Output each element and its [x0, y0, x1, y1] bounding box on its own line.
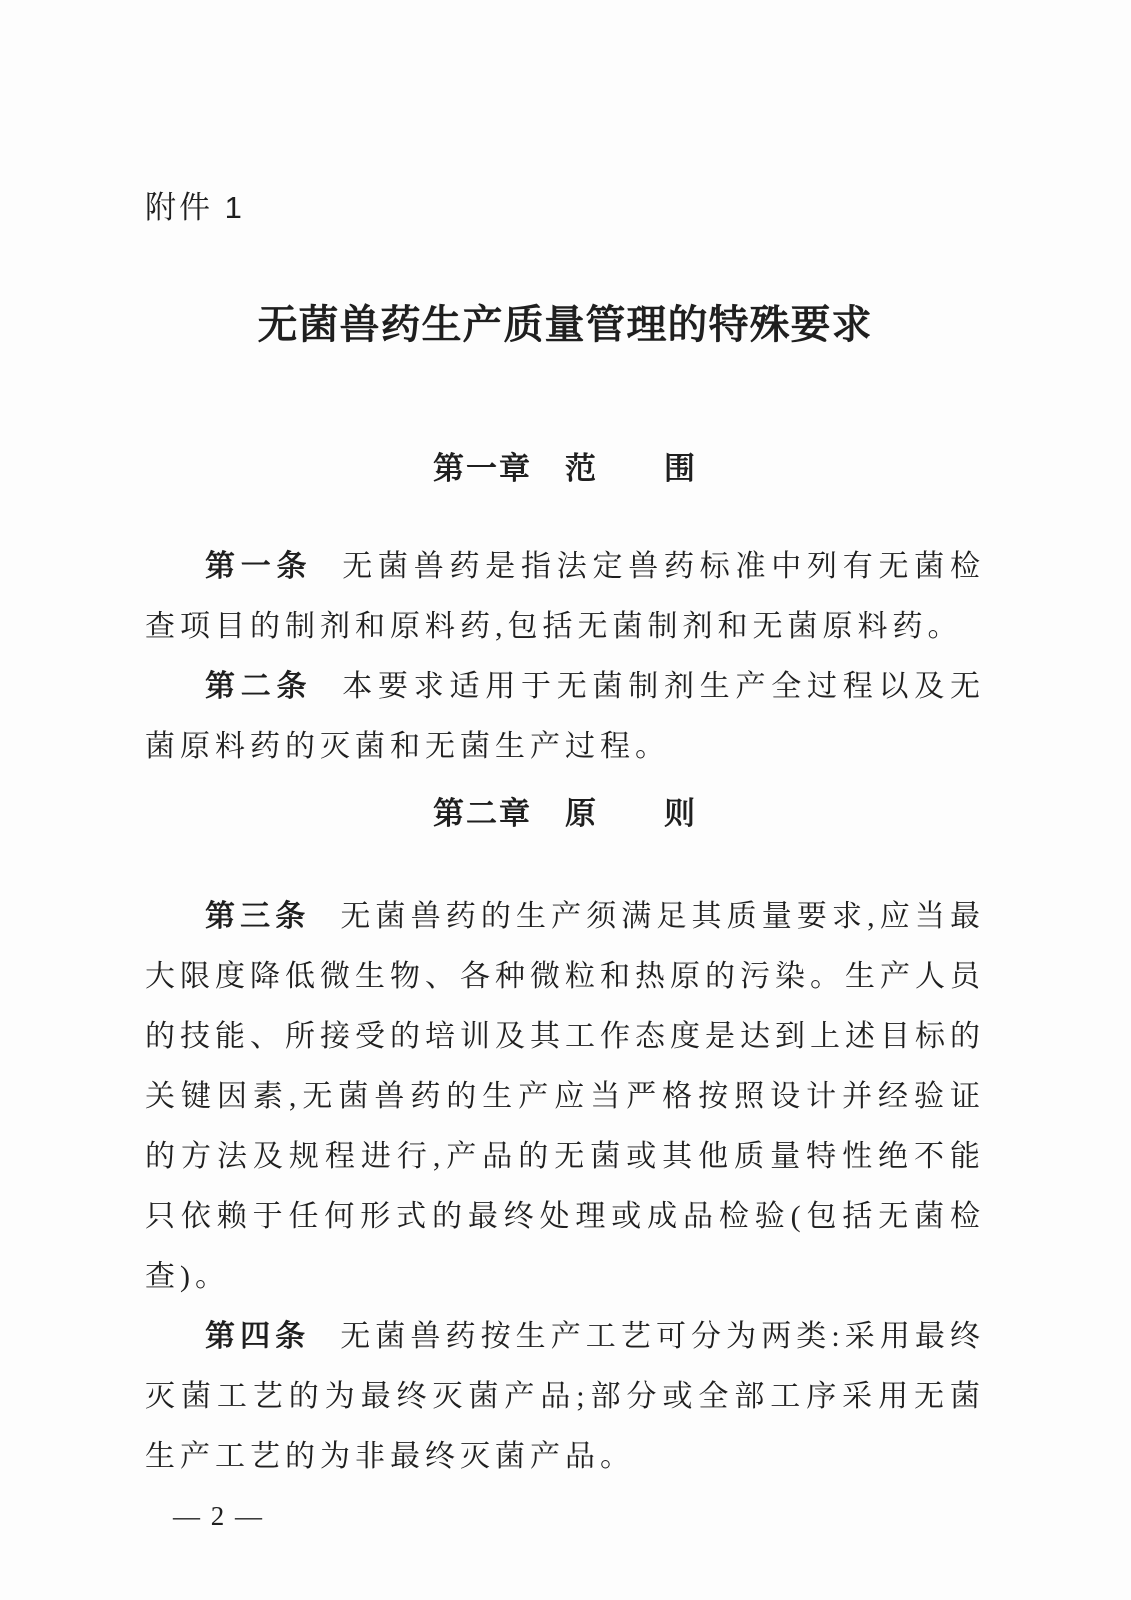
attachment-label: 附件 1	[145, 190, 245, 225]
article-4-number: 第四条	[205, 1320, 311, 1353]
article-3	[145, 887, 985, 1307]
article-2-text: 本要求适用于无菌制剂生产全过程以及无菌原料药的灭菌和无菌生产过程。	[145, 670, 985, 763]
article-2-number: 第二条	[205, 670, 313, 703]
document-title: 无菌兽药生产质量管理的特殊要求	[257, 302, 873, 347]
article-1-text: 无菌兽药是指法定兽药标准中列有无菌检查项目的制剂和原料药,包括无菌制剂和无菌原料药。	[145, 550, 985, 643]
article-2	[145, 657, 985, 777]
chapter-1-heading: 第一章 范 围	[433, 451, 697, 486]
article-4	[145, 1307, 985, 1487]
page-number: — 2 —	[173, 1501, 264, 1531]
chapter-2-heading: 第二章 原 则	[433, 796, 697, 831]
article-3-text: 无菌兽药的生产须满足其质量要求,应当最大限度降低微生物、各种微粒和热原的污染。生产人员的技能、所接受的培训及其工作态度是达到上述目标的关键因素,无菌兽药的生产应当严格按照设计并经验证的方法及规程进行,产品的无菌或其他质量特性绝不能只依赖于任何形式的最终处理或成品检验(包括无菌检查)。	[145, 900, 986, 1293]
article-1-number: 第一条	[205, 550, 313, 583]
article-4-text: 无菌兽药按生产工艺可分为两类:采用最终灭菌工艺的为最终灭菌产品;部分或全部工序采用无菌生产工艺的为非最终灭菌产品。	[145, 1320, 986, 1473]
article-3-number: 第三条	[205, 900, 311, 933]
article-1	[145, 537, 985, 657]
